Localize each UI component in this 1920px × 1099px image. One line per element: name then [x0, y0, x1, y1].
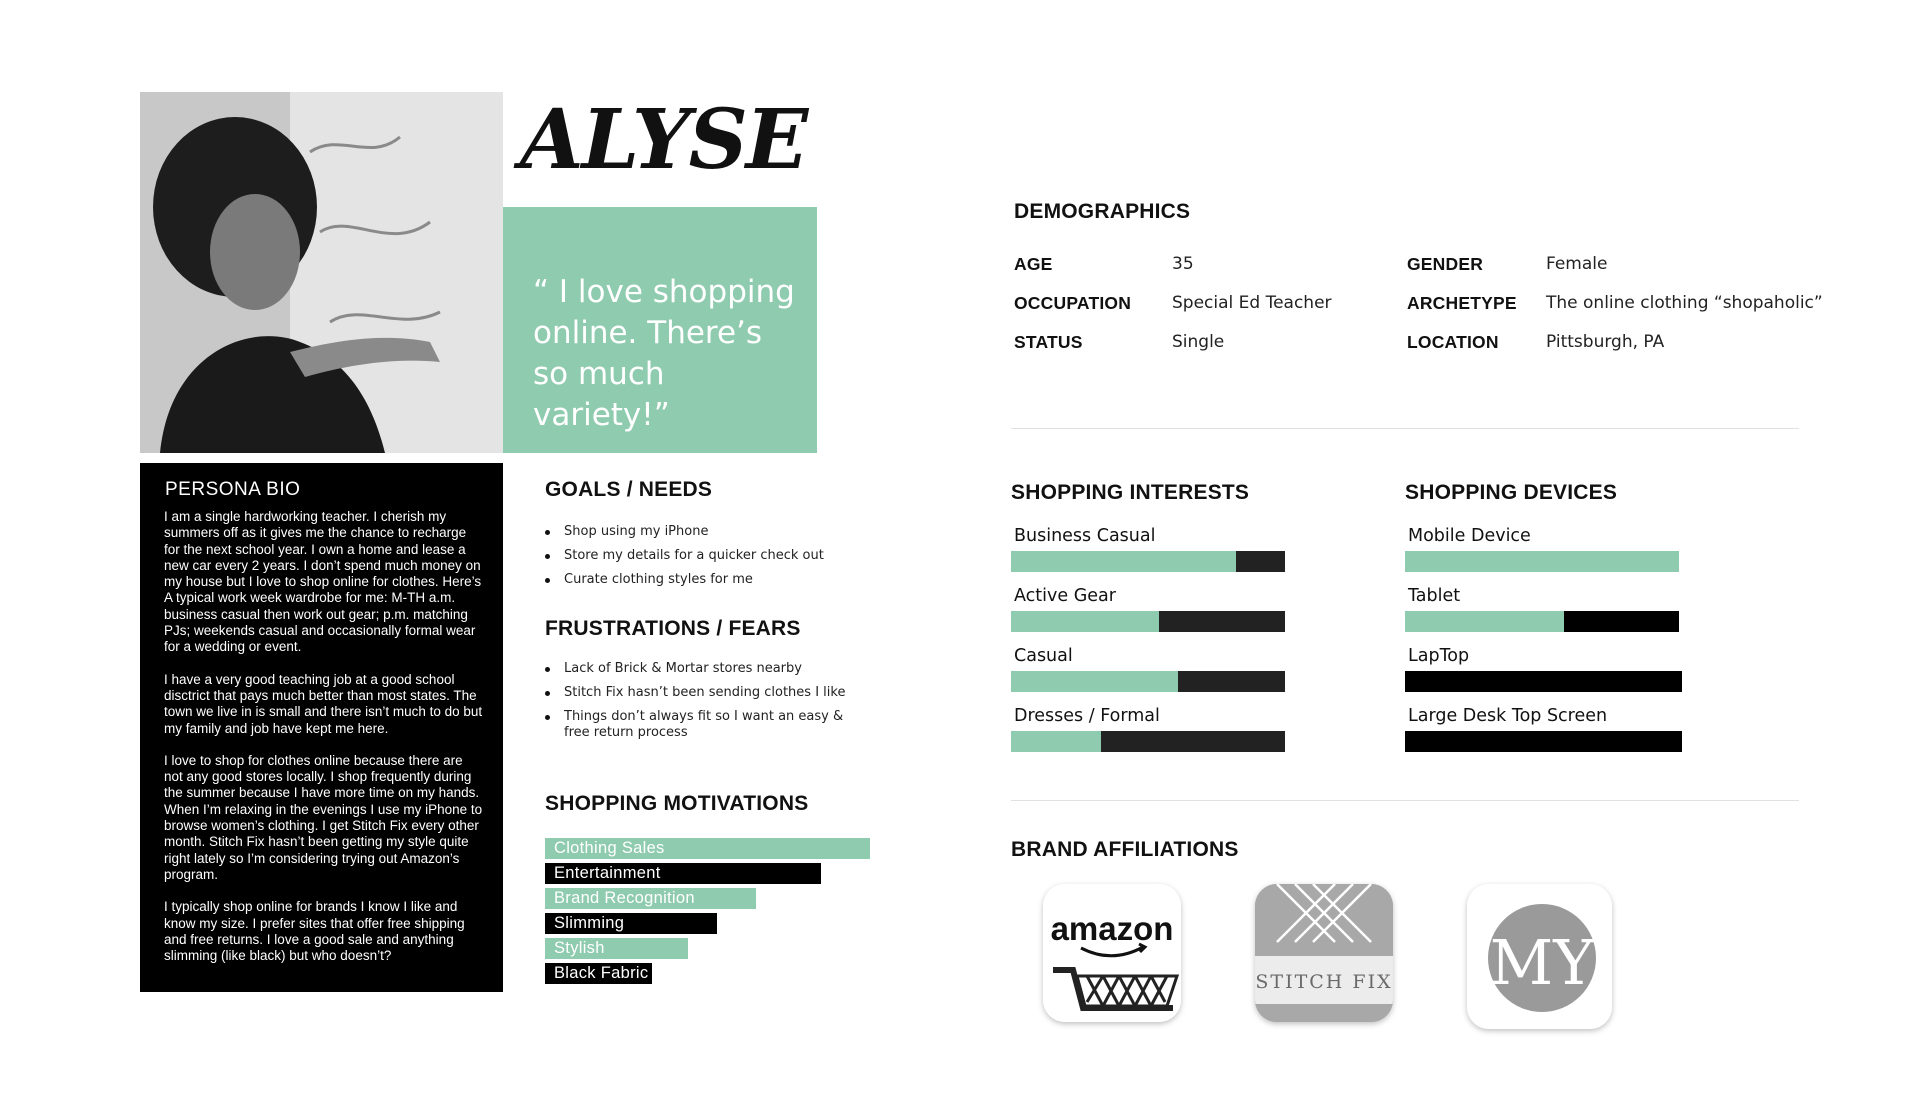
my-brand-logo [1467, 884, 1612, 1029]
gender-value: Female [1546, 254, 1608, 274]
list-item: Lack of Brick & Mortar stores nearby [542, 661, 872, 677]
amazon-wordmark: amazon [1050, 910, 1174, 947]
goals-list [542, 524, 872, 596]
persona-quote: “ I love shopping online. There’s so much variety!” [533, 274, 795, 433]
interests-title: SHOPPING INTERESTS [1011, 481, 1250, 504]
status-label: STATUS [1014, 332, 1083, 352]
persona-bio-panel [140, 463, 503, 992]
device-bar-track [1405, 731, 1682, 752]
interest-label: Dresses / Formal [1014, 706, 1160, 726]
amazon-logo [1043, 884, 1181, 1022]
device-bar-track [1405, 671, 1682, 692]
motivation-bar: Stylish [545, 938, 688, 959]
divider [1011, 800, 1799, 801]
frustrations-title: FRUSTRATIONS / FEARS [545, 617, 801, 640]
motivation-bar: Black Fabric [545, 963, 652, 984]
bio-body [164, 509, 483, 980]
list-item: Things don’t always fit so I want an easy & free return process [542, 709, 872, 741]
device-label: Tablet [1408, 586, 1461, 606]
motivation-bar: Brand Recognition [545, 888, 756, 909]
list-item: Shop using my iPhone [542, 524, 872, 540]
interest-bar-fill [1011, 731, 1101, 752]
occupation-label: OCCUPATION [1014, 293, 1132, 313]
device-label: Mobile Device [1408, 526, 1531, 546]
divider [1011, 428, 1799, 429]
interest-label: Business Casual [1014, 526, 1156, 546]
interest-bar-fill [1011, 551, 1236, 572]
location-value: Pittsburgh, PA [1546, 332, 1665, 352]
list-item: Curate clothing styles for me [542, 572, 872, 588]
motivation-bar: Entertainment [545, 863, 821, 884]
location-label: LOCATION [1407, 332, 1499, 352]
bio-paragraph: I typically shop online for brands I know I like and know my size. I prefer sites that offer free shipping and free returns. I love a good sale and anything slimming (like black) but who doesn’t? [164, 899, 465, 964]
devices-title: SHOPPING DEVICES [1405, 481, 1618, 504]
goals-title: GOALS / NEEDS [545, 478, 713, 501]
bio-title: PERSONA BIO [165, 479, 301, 500]
my-wordmark: MY [1489, 926, 1595, 999]
motivations-title: SHOPPING MOTIVATIONS [545, 792, 809, 815]
bio-paragraph: I am a single hardworking teacher. I cherish my summers off as it gives me the chance to recharge for the next school year. I own a home and lease a new car every 2 years. I don’t spend much money on my house but I love to shop online for clothes. Here’s A typical work week wardrobe for me: M-TH a.m. business casual then work out gear; p.m. matching PJs; weekends casual and occasionally formal wear for a wedding or event. [164, 509, 482, 655]
bio-paragraph: I love to shop for clothes online because there are not any good stores locally. I shop frequently during the summer because I have more time on my hands. When I’m relaxing in the evenings I use my iPhone to browse women’s clothing. I get Stitch Fix every other month. Stitch Fix hasn’t been getting my style quite right lately so I’m considering trying out Amazon’s program. [164, 752, 483, 882]
demographics-title: DEMOGRAPHICS [1014, 200, 1191, 223]
stitch-fix-wordmark: STITCH FIX [1255, 971, 1393, 993]
interest-bar-fill [1011, 611, 1159, 632]
persona-photo [140, 92, 503, 453]
interest-label: Active Gear [1014, 586, 1116, 606]
brands-title: BRAND AFFILIATIONS [1011, 838, 1239, 861]
occupation-value: Special Ed Teacher [1172, 293, 1332, 313]
device-bar-track [1405, 611, 1679, 632]
quote-box [503, 207, 817, 453]
archetype-value: The online clothing “shopaholic” [1546, 293, 1823, 313]
bio-paragraph: I have a very good teaching job at a good school disctrict that pays much better than most states. The town we live in is small and there isn’t much to do but my family and job have kept me here. [164, 671, 483, 736]
interest-bar-track [1011, 731, 1285, 752]
stitch-fix-logo [1255, 884, 1393, 1022]
motivation-bar: Clothing Sales [545, 838, 870, 859]
motivation-bar: Slimming [545, 913, 717, 934]
gender-label: GENDER [1407, 254, 1484, 274]
age-value: 35 [1172, 254, 1194, 274]
frustrations-list [542, 661, 872, 749]
interest-bar-track [1011, 551, 1285, 572]
list-item: Store my details for a quicker check out [542, 548, 872, 564]
age-label: AGE [1014, 254, 1053, 274]
archetype-label: ARCHETYPE [1407, 293, 1517, 313]
device-label: Large Desk Top Screen [1408, 706, 1608, 726]
interest-bar-track [1011, 611, 1285, 632]
device-bar-fill [1405, 551, 1679, 572]
list-item: Stitch Fix hasn’t been sending clothes I like [542, 685, 872, 701]
status-value: Single [1172, 332, 1225, 352]
interest-bar-fill [1011, 671, 1178, 692]
device-label: LapTop [1408, 646, 1470, 666]
device-bar-track [1405, 551, 1679, 572]
device-bar-fill [1405, 611, 1564, 632]
interest-bar-track [1011, 671, 1285, 692]
persona-name: ALYSE [520, 92, 807, 188]
interest-label: Casual [1014, 646, 1073, 666]
